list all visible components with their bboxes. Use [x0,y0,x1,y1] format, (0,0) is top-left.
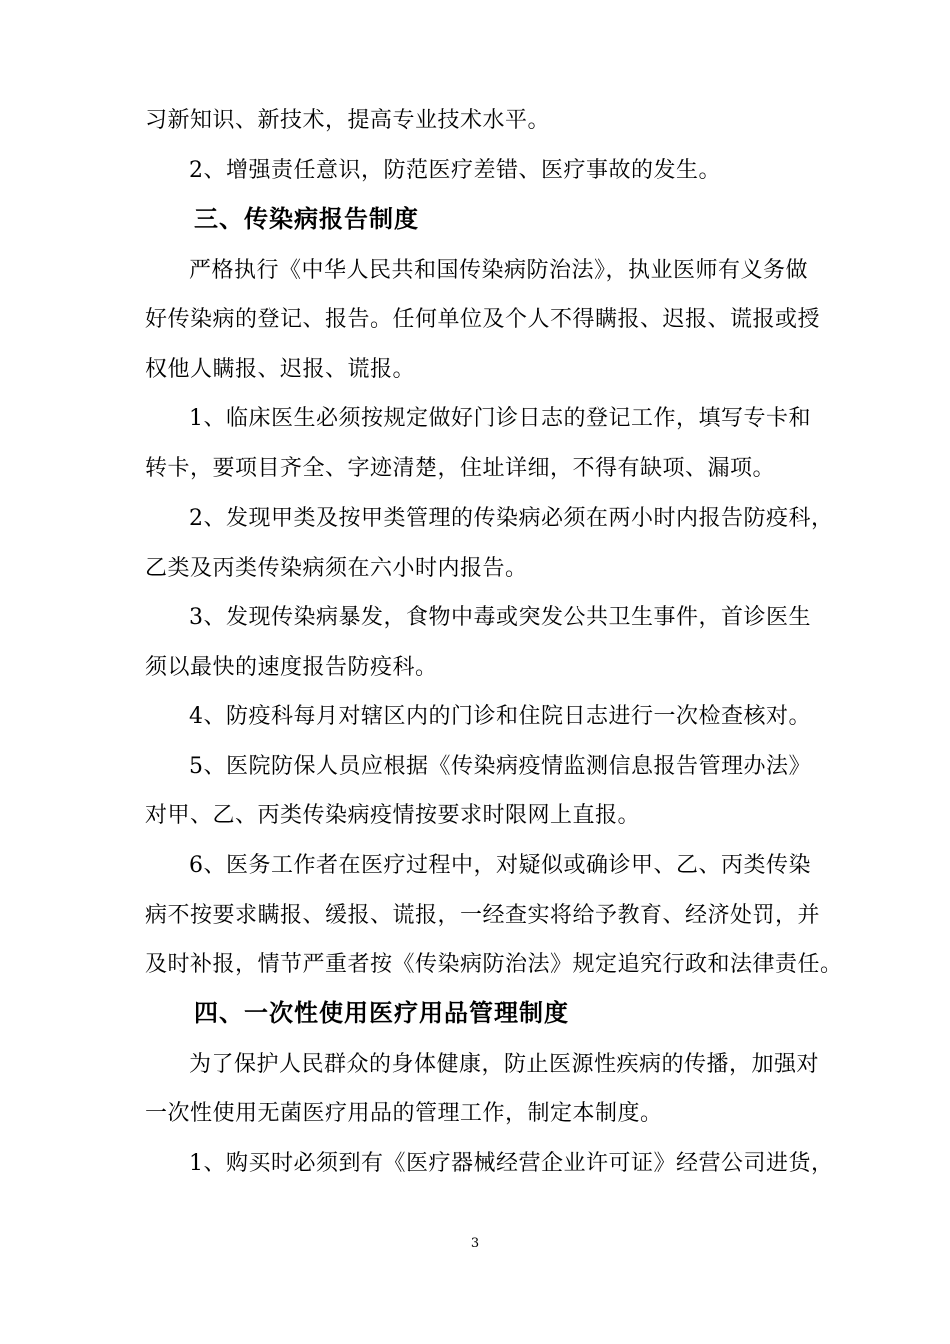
paragraph-line: 3、发现传染病暴发，食物中毒或突发公共卫生事件，首诊医生 [189,605,811,630]
paragraph-line: 对甲、乙、丙类传染病疫情按要求时限网上直报。 [145,803,641,828]
paragraph-line: 乙类及丙类传染病须在六小时内报告。 [145,556,528,581]
paragraph-line: 4、防疫科每月对辖区内的门诊和住院日志进行一次检查核对。 [189,704,811,729]
paragraph-line: 6、医务工作者在医疗过程中，对疑似或确诊甲、乙、丙类传染 [189,853,811,878]
section-heading: 三、传染病报告制度 [194,204,419,233]
page-number: 3 [470,1236,480,1251]
paragraph-line: 2、发现甲类及按甲类管理的传染病必须在两小时内报告防疫科， [189,506,834,531]
paragraph-line: 习新知识、新技术，提高专业技术水平。 [145,108,551,133]
paragraph-line: 及时补报，情节严重者按《传染病防治法》规定追究行政和法律责任。 [145,952,843,977]
section-heading: 四、一次性使用医疗用品管理制度 [194,998,569,1027]
paragraph-line: 转卡，要项目齐全、字迹清楚，住址详细，不得有缺项、漏项。 [145,456,776,481]
paragraph-line: 严格执行《中华人民共和国传染病防治法》，执业医师有义务做 [189,258,809,283]
paragraph-line: 为了保护人民群众的身体健康，防止医源性疾病的传播，加强对 [189,1052,820,1077]
paragraph-line: 须以最快的速度报告防疫科。 [145,655,438,680]
paragraph-line: 好传染病的登记、报告。任何单位及个人不得瞒报、迟报、谎报或授 [145,307,821,332]
paragraph-line: 权他人瞒报、迟报、谎报。 [145,357,416,382]
paragraph-line: 2、增强责任意识，防范医疗差错、医疗事故的发生。 [189,158,721,183]
paragraph-line: 5、医院防保人员应根据《传染病疫情监测信息报告管理办法》 [189,754,811,779]
paragraph-line: 1、临床医生必须按规定做好门诊日志的登记工作，填写专卡和 [189,406,811,431]
paragraph-line: 一次性使用无菌医疗用品的管理工作，制定本制度。 [145,1101,663,1126]
paragraph-line: 病不按要求瞒报、缓报、谎报，一经查实将给予教育、经济处罚，并 [145,903,821,928]
paragraph-line: 1、购买时必须到有《医疗器械经营企业许可证》经营公司进货， [189,1151,834,1176]
